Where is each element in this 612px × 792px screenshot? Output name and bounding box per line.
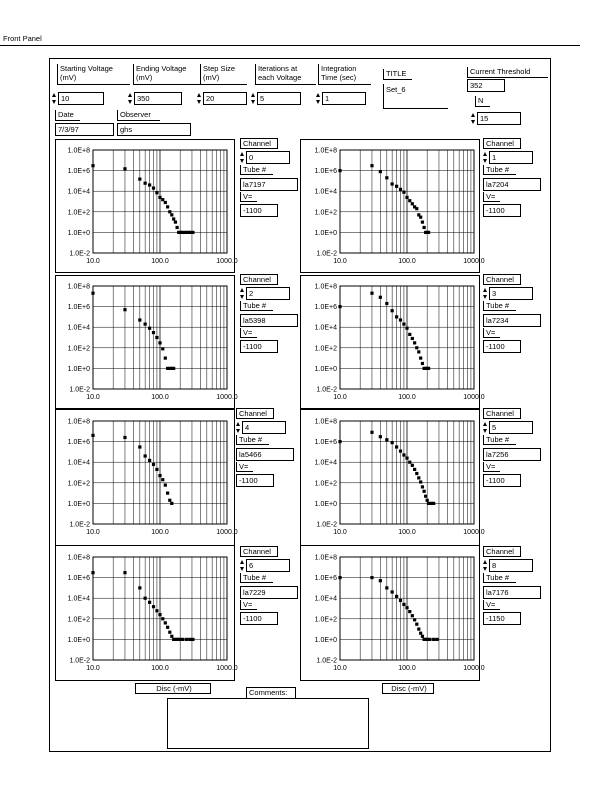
voltage-value[interactable]: -1100 [240, 204, 278, 217]
n-input[interactable]: 15 [477, 112, 521, 125]
channel-label: Channel [483, 138, 521, 149]
voltage-value[interactable]: -1100 [236, 474, 274, 487]
voltage-value[interactable]: -1100 [240, 612, 278, 625]
x-tick-label: 100.0 [398, 394, 416, 401]
x-tick-label: 100.0 [151, 529, 169, 536]
y-tick-label: 1.0E+6 [314, 304, 337, 312]
y-tick-label: 1.0E-2 [316, 250, 337, 258]
y-tick-label: 1.0E+2 [314, 345, 337, 353]
channel-spinner[interactable] [483, 422, 488, 433]
channel-label: Channel [483, 274, 521, 285]
n-spinner[interactable] [471, 113, 476, 124]
x-tick-label: 1000.0 [463, 394, 485, 401]
voltage-value[interactable]: -1100 [483, 474, 521, 487]
x-tick-label: 10.0 [86, 258, 100, 265]
tube-label: Tube # [240, 165, 273, 175]
x-tick-label: 100.0 [151, 394, 169, 401]
channel-label: Channel [240, 274, 278, 285]
starting-voltage-input[interactable]: 10 [58, 92, 104, 105]
channel-spinner[interactable] [483, 288, 488, 299]
y-tick-label: 1.0E-2 [316, 521, 337, 529]
y-tick-label: 1.0E+0 [67, 229, 90, 237]
x-tick-label: 10.0 [333, 394, 347, 401]
x-tick-label: 10.0 [333, 258, 347, 265]
y-tick-label: 1.0E+0 [67, 365, 90, 373]
channel-label: Channel [240, 546, 278, 557]
y-tick-label: 1.0E-2 [69, 386, 90, 394]
v-label: V= [236, 462, 253, 472]
y-tick-label: 1.0E-2 [69, 657, 90, 665]
x-tick-label: 1000.0 [216, 394, 238, 401]
y-tick-label: 1.0E+6 [67, 439, 90, 447]
y-tick-label: 1.0E+0 [67, 636, 90, 644]
chart-frame-6 [55, 545, 235, 681]
x-tick-label: 10.0 [333, 529, 347, 536]
y-tick-label: 1.0E+2 [67, 209, 90, 217]
y-tick-label: 1.0E+2 [314, 616, 337, 624]
tube-input[interactable]: la5398 [240, 314, 298, 327]
y-tick-label: 1.0E+2 [314, 209, 337, 217]
y-tick-label: 1.0E+4 [314, 459, 337, 467]
channel-input[interactable]: 6 [246, 559, 290, 572]
comments-textarea[interactable] [167, 698, 369, 749]
chart-frame-4 [55, 409, 235, 546]
v-label: V= [483, 462, 500, 472]
y-tick-label: 1.0E+4 [314, 188, 337, 196]
y-tick-label: 1.0E+2 [67, 345, 90, 353]
y-tick-label: 1.0E-2 [316, 657, 337, 665]
v-label: V= [240, 328, 257, 338]
date-input[interactable]: 7/3/97 [55, 123, 114, 136]
y-tick-label: 1.0E+2 [67, 480, 90, 488]
window-title: Front Panel [3, 34, 42, 43]
x-tick-label: 1000.0 [216, 529, 238, 536]
chart-frame-2 [55, 275, 235, 409]
x-tick-label: 10.0 [86, 394, 100, 401]
x-tick-label: 1000.0 [463, 258, 485, 265]
tube-input[interactable]: la7197 [240, 178, 298, 191]
chart-frame-3 [300, 275, 480, 409]
x-tick-label: 1000.0 [463, 665, 485, 672]
channel-spinner[interactable] [240, 152, 245, 163]
y-tick-label: 1.0E+8 [67, 418, 90, 426]
chart-frame-7 [300, 545, 480, 681]
title-field[interactable]: Set_6 [383, 84, 448, 109]
y-tick-label: 1.0E+4 [67, 595, 90, 603]
ending-voltage-label: Ending Voltage (mV) [133, 64, 200, 85]
y-tick-label: 1.0E+0 [67, 500, 90, 508]
y-tick-label: 1.0E+8 [314, 554, 337, 562]
y-tick-label: 1.0E-2 [316, 386, 337, 394]
step-size-input[interactable]: 20 [203, 92, 247, 105]
tube-input[interactable]: la7229 [240, 586, 298, 599]
step-size-label: Step Size (mV) [200, 64, 247, 85]
ending-voltage-spinner[interactable] [128, 93, 133, 104]
y-tick-label: 1.0E+2 [314, 480, 337, 488]
channel-spinner[interactable] [240, 288, 245, 299]
channel-input[interactable]: 0 [246, 151, 290, 164]
iterations-input[interactable]: 5 [257, 92, 301, 105]
voltage-value[interactable]: -1100 [483, 204, 521, 217]
current-threshold-label: Current Threshold [467, 67, 548, 78]
channel-input[interactable]: 3 [489, 287, 533, 300]
chart-frame-0 [55, 139, 235, 273]
voltage-value[interactable]: -1100 [483, 340, 521, 353]
y-tick-label: 1.0E+4 [314, 324, 337, 332]
y-tick-label: 1.0E+6 [314, 575, 337, 583]
tube-input[interactable]: la5466 [236, 448, 294, 461]
tube-input[interactable]: la7176 [483, 586, 541, 599]
ending-voltage-input[interactable]: 350 [134, 92, 182, 105]
y-tick-label: 1.0E+4 [67, 324, 90, 332]
x-tick-label: 10.0 [86, 665, 100, 672]
tube-label: Tube # [483, 573, 516, 583]
y-tick-label: 1.0E+0 [314, 636, 337, 644]
x-tick-label: 100.0 [151, 665, 169, 672]
tube-label: Tube # [483, 165, 516, 175]
channel-label: Channel [236, 408, 274, 419]
comments-label: Comments: [246, 687, 296, 699]
channel-spinner[interactable] [483, 152, 488, 163]
channel-input[interactable]: 8 [489, 559, 533, 572]
title-label: TITLE [383, 69, 412, 80]
y-tick-label: 1.0E+4 [67, 188, 90, 196]
starting-voltage-label: Starting Voltage (mV) [57, 64, 130, 85]
title-rule [0, 45, 580, 46]
tube-input[interactable]: la7234 [483, 314, 541, 327]
observer-input[interactable]: ghs [117, 123, 191, 136]
channel-spinner[interactable] [240, 560, 245, 571]
disc-label-left: Disc (-mV) [135, 683, 211, 694]
iterations-label: Iterations at each Voltage [255, 64, 316, 85]
y-tick-label: 1.0E+6 [67, 575, 90, 583]
voltage-value[interactable]: -1100 [240, 340, 278, 353]
y-tick-label: 1.0E+0 [314, 500, 337, 508]
v-label: V= [240, 600, 257, 610]
iterations-spinner[interactable] [251, 93, 256, 104]
y-tick-label: 1.0E+6 [314, 439, 337, 447]
x-tick-label: 100.0 [398, 529, 416, 536]
voltage-value[interactable]: -1150 [483, 612, 521, 625]
tube-label: Tube # [483, 301, 516, 311]
v-label: V= [483, 192, 500, 202]
starting-voltage-spinner[interactable] [52, 93, 57, 104]
channel-spinner[interactable] [236, 422, 241, 433]
y-tick-label: 1.0E-2 [69, 521, 90, 529]
y-tick-label: 1.0E-2 [69, 250, 90, 258]
channel-spinner[interactable] [483, 560, 488, 571]
y-tick-label: 1.0E+6 [67, 168, 90, 176]
x-tick-label: 10.0 [333, 665, 347, 672]
y-tick-label: 1.0E+2 [67, 616, 90, 624]
x-tick-label: 1000.0 [216, 665, 238, 672]
tube-label: Tube # [240, 301, 273, 311]
tube-input[interactable]: la7204 [483, 178, 541, 191]
tube-label: Tube # [240, 573, 273, 583]
date-label: Date [55, 110, 80, 121]
y-tick-label: 1.0E+8 [314, 147, 337, 155]
v-label: V= [483, 328, 500, 338]
tube-label: Tube # [483, 435, 516, 445]
y-tick-label: 1.0E+8 [67, 283, 90, 291]
v-label: V= [483, 600, 500, 610]
x-tick-label: 10.0 [86, 529, 100, 536]
channel-label: Channel [240, 138, 278, 149]
y-tick-label: 1.0E+0 [314, 365, 337, 373]
channel-label: Channel [483, 408, 521, 419]
channel-label: Channel [483, 546, 521, 557]
chart-frame-1 [300, 139, 480, 273]
channel-input[interactable]: 5 [489, 421, 533, 434]
step-size-spinner[interactable] [197, 93, 202, 104]
v-label: V= [240, 192, 257, 202]
y-tick-label: 1.0E+0 [314, 229, 337, 237]
current-threshold-input[interactable]: 352 [467, 79, 505, 92]
disc-label-right: Disc (-mV) [382, 683, 434, 694]
y-tick-label: 1.0E+8 [314, 283, 337, 291]
x-tick-label: 100.0 [151, 258, 169, 265]
x-tick-label: 100.0 [398, 258, 416, 265]
x-tick-label: 1000.0 [216, 258, 238, 265]
x-tick-label: 1000.0 [463, 529, 485, 536]
y-tick-label: 1.0E+4 [314, 595, 337, 603]
n-label: N [475, 96, 490, 107]
y-tick-label: 1.0E+8 [67, 554, 90, 562]
y-tick-label: 1.0E+8 [67, 147, 90, 155]
y-tick-label: 1.0E+6 [67, 304, 90, 312]
tube-input[interactable]: la7256 [483, 448, 541, 461]
integration-time-spinner[interactable] [316, 93, 321, 104]
observer-label: Observer [117, 110, 160, 121]
x-tick-label: 100.0 [398, 665, 416, 672]
y-tick-label: 1.0E+8 [314, 418, 337, 426]
channel-input[interactable]: 1 [489, 151, 533, 164]
y-tick-label: 1.0E+4 [67, 459, 90, 467]
channel-input[interactable]: 2 [246, 287, 290, 300]
tube-label: Tube # [236, 435, 269, 445]
y-tick-label: 1.0E+6 [314, 168, 337, 176]
integration-time-input[interactable]: 1 [322, 92, 366, 105]
channel-input[interactable]: 4 [242, 421, 286, 434]
chart-frame-5 [300, 409, 480, 546]
integration-time-label: Integration Time (sec) [318, 64, 371, 85]
